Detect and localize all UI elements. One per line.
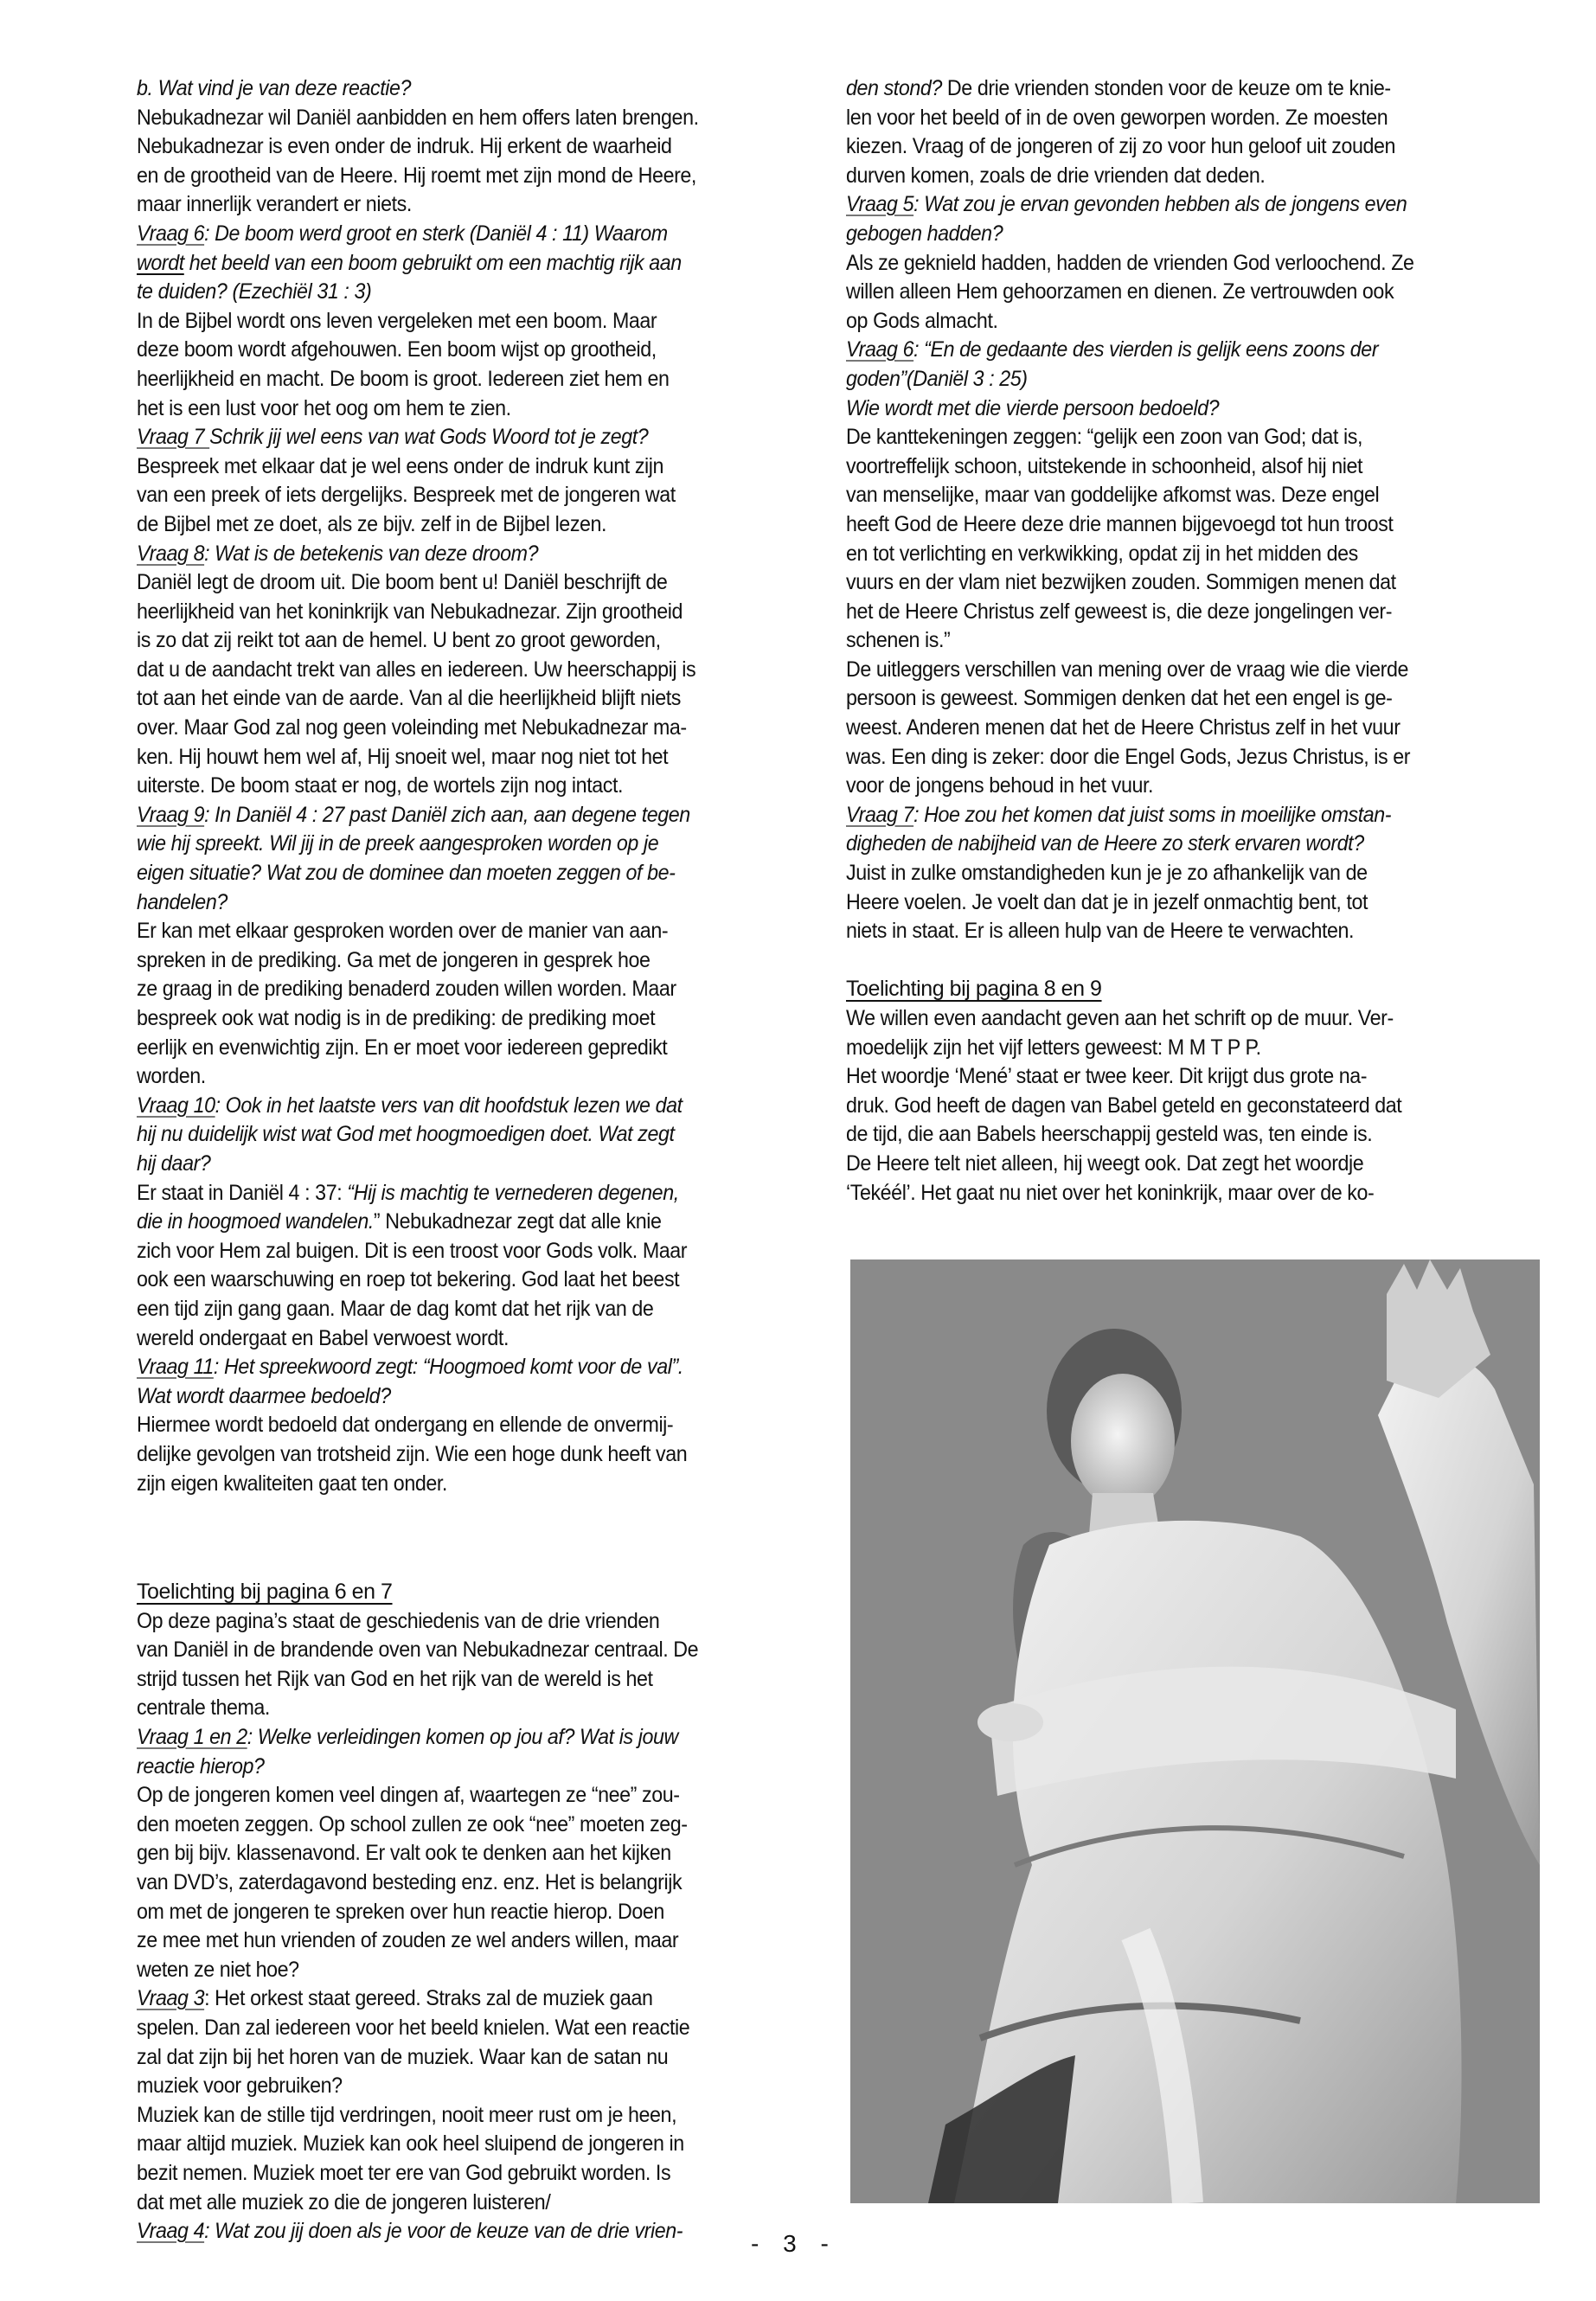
text-line: [137, 1295, 780, 1324]
text-line: [846, 1034, 1490, 1063]
text-run: Er kan met elkaar gesproken worden over de manier van aan-: [137, 919, 669, 944]
text-line: [846, 1062, 1490, 1092]
text-run: die in hoogmoed wandelen.: [137, 1209, 374, 1234]
question-label: Vraag 9: [137, 802, 205, 827]
text-line: [137, 1004, 780, 1034]
text-run: om met de jongeren te spreken over hun reactie hierop. Doen: [137, 1899, 664, 1924]
text-line: [137, 1353, 780, 1382]
section-body-pagina-8-9: [846, 1004, 1538, 1208]
text-run: Nebukadnezar is even onder de indruk. Hij erkent de waarheid: [137, 134, 672, 159]
text-line: [846, 220, 1490, 249]
text-run: : De boom werd groot en sterk (Daniël 4 : 11) Waarom: [204, 221, 668, 246]
text-run: : Het orkest staat gereed. Straks zal de muziek gaan: [204, 1986, 653, 2011]
text-run: De drie vrienden stonden voor de keuze om te knie-: [941, 76, 1391, 100]
text-run: Schrik jij wel eens van wat Gods Woord tot je zegt?: [209, 425, 649, 450]
text-line: [846, 394, 1490, 424]
text-line: [846, 1004, 1490, 1034]
text-line: [846, 307, 1490, 336]
text-run: op Gods almacht.: [846, 308, 998, 333]
text-line: [846, 481, 1490, 510]
text-line: [137, 278, 780, 307]
text-line: [137, 1868, 780, 1898]
text-run: ‘Tekéél’. Het gaat nu niet over het koninkrijk, maar over de ko-: [846, 1180, 1375, 1205]
text-run: worden.: [137, 1064, 206, 1089]
text-line: [137, 2189, 780, 2218]
angel-statue-photo: [850, 1259, 1540, 2203]
text-line: [846, 917, 1490, 946]
text-line: [846, 510, 1490, 540]
text-line: [137, 2043, 780, 2073]
text-run: niets in staat. Er is alleen hulp van de Heere te verwachten.: [846, 919, 1355, 944]
text-line: [846, 772, 1490, 801]
text-run: : In Daniël 4 : 27 past Daniël zich aan, aan degene tegen: [204, 802, 690, 827]
text-run: : Welke verleidingen komen op jou af? Wat is jouw: [247, 1725, 678, 1750]
text-run: uiterste. De boom staat er nog, de wortels zijn nog intact.: [137, 773, 624, 798]
text-run: spreken in de prediking. Ga met de jongeren in gesprek hoe: [137, 947, 651, 972]
text-run: Op deze pagina’s staat de geschiedenis van de drie vrienden: [137, 1608, 660, 1633]
text-line: [137, 598, 780, 627]
text-line: [137, 626, 780, 656]
text-line: [137, 1179, 780, 1208]
text-run: eerlijk en evenwichtig zijn. En er moet voor iedereen gepredikt: [137, 1035, 668, 1060]
text-run: Heere voelen. Je voelt dan dat je in jezelf onmachtig bent, tot: [846, 889, 1368, 914]
right-qa-block: [846, 74, 1538, 946]
question-label: Vraag 8: [137, 541, 205, 566]
text-run: schenen is.”: [846, 628, 951, 653]
text-line: [137, 1120, 780, 1150]
text-line: [137, 684, 780, 714]
text-run: Daniël legt de droom uit. Die boom bent u! Daniël beschrijft de: [137, 570, 668, 595]
text-line: [137, 2130, 780, 2159]
text-line: [137, 1781, 780, 1811]
question-label: Vraag 3: [137, 1986, 205, 2011]
text-line: [137, 1898, 780, 1927]
text-line: [137, 1034, 780, 1063]
text-run: weest. Anderen menen dat het de Heere Christus zelf in het vuur: [846, 715, 1401, 740]
text-run: spelen. Dan zal iedereen voor het beeld knielen. Wat een reactie: [137, 2016, 690, 2040]
text-run: wordt: [137, 250, 184, 275]
text-run: delijke gevolgen van trotsheid zijn. Wie een hoge dunk heeft van: [137, 1441, 688, 1466]
section-heading-pagina-8-9: Toelichting bij pagina 8 en 9: [846, 977, 1102, 1002]
text-line: [137, 830, 780, 859]
section-gap: [137, 1498, 829, 1578]
right-column: [846, 74, 1538, 1208]
text-run: len voor het beeld of in de oven geworpen worden. Ze moesten: [846, 105, 1388, 130]
text-run: den moeten zeggen. Op school zullen ze ook “nee” moeten zeg-: [137, 1811, 688, 1836]
text-run: durven komen, zoals de drie vrienden dat deden.: [846, 163, 1266, 188]
text-line: [846, 423, 1490, 452]
text-run: : “En de gedaante des vierden is gelijk eens zoons der: [913, 337, 1379, 362]
text-run: druk. God heeft de dagen van Babel geteld en geconstateerd dat: [846, 1093, 1402, 1118]
text-run: eigen situatie? Wat zou de dominee dan moeten zeggen of be-: [137, 861, 676, 886]
text-line: [846, 1179, 1490, 1208]
text-line: [137, 365, 780, 394]
text-line: [137, 2072, 780, 2101]
text-line: [137, 190, 780, 220]
text-run: moedelijk zijn het vijf letters geweest: M M T P P.: [846, 1035, 1261, 1060]
text-line: [137, 423, 780, 452]
text-line: [137, 714, 780, 743]
text-run: Wie wordt met die vierde persoon bedoeld?: [846, 395, 1220, 420]
text-line: [846, 568, 1490, 598]
text-line: [846, 278, 1490, 307]
text-line: [846, 859, 1490, 888]
text-run: het is een lust voor het oog om hem te zien.: [137, 395, 511, 420]
text-line: [137, 162, 780, 191]
text-line: [137, 1694, 780, 1723]
text-line: [137, 132, 780, 162]
text-run: : Het spreekwoord zegt: “Hoogmoed komt voor de val”.: [213, 1355, 683, 1380]
text-line: [137, 859, 780, 888]
text-run: goden”(Daniël 3 : 25): [846, 366, 1028, 391]
text-run: digheden de nabijheid van de Heere zo sterk ervaren wordt?: [846, 831, 1364, 856]
text-line: [846, 714, 1490, 743]
question-label: Vraag 11: [137, 1355, 214, 1380]
text-line: [137, 336, 780, 365]
text-run: vuurs en der vlam niet bezwijken zouden. Sommigen menen dat: [846, 570, 1396, 595]
text-run: willen alleen Hem gehoorzamen en dienen. Ze vertrouwden ook: [846, 279, 1394, 304]
text-line: [137, 1150, 780, 1179]
text-run: tot aan het einde van de aarde. Van al die heerlijkheid blijft niets: [137, 686, 682, 711]
text-line: [846, 656, 1490, 685]
text-line: [846, 626, 1490, 656]
text-line: [137, 801, 780, 830]
text-line: [846, 888, 1490, 918]
text-line: [137, 946, 780, 976]
text-run: De uitleggers verschillen van mening over de vraag wie die vierde: [846, 657, 1408, 682]
question-label: Vraag 6: [846, 337, 914, 362]
text-line: [137, 917, 780, 946]
text-line: [846, 74, 1490, 104]
text-run: zich voor Hem zal buigen. Dit is een troost voor Gods volk. Maar: [137, 1238, 688, 1263]
text-line: [137, 2101, 780, 2131]
text-run: strijd tussen het Rijk van God en het rijk van de wereld is het: [137, 1666, 653, 1691]
text-run: Op de jongeren komen veel dingen af, waartegen ze “nee” zou-: [137, 1783, 680, 1808]
text-run: wereld ondergaat en Babel verwoest wordt.: [137, 1325, 510, 1350]
text-line: [137, 394, 780, 424]
text-run: van Daniël in de brandende oven van Nebukadnezar centraal. De: [137, 1638, 699, 1663]
text-line: [137, 1811, 780, 1840]
text-run: centrale thema.: [137, 1695, 270, 1721]
left-qa-block: [137, 74, 829, 1498]
text-run: Er staat in Daniël 4 : 37:: [137, 1180, 348, 1205]
text-run: voor de jongens behoud in het vuur.: [846, 773, 1154, 798]
text-line: [137, 1926, 780, 1956]
text-run: muziek voor gebruiken?: [137, 2073, 343, 2099]
text-line: [137, 1266, 780, 1295]
text-line: [137, 249, 780, 279]
text-run: : Ook in het laatste vers van dit hoofdstuk lezen we dat: [215, 1093, 683, 1118]
text-line: [846, 743, 1490, 772]
text-run: de Bijbel met ze doet, als ze bijv. zelf in de Bijbel lezen.: [137, 511, 607, 536]
text-line: [137, 2159, 780, 2189]
text-line: [137, 656, 780, 685]
text-run: maar altijd muziek. Muziek kan ook heel sluipend de jongeren in: [137, 2131, 684, 2157]
text-run: wie hij spreekt. Wil jij in de preek aangesproken worden op je: [137, 831, 659, 856]
text-run: : Wat zou jij doen als je voor de keuze van de drie vrien-: [204, 2219, 683, 2244]
text-run: Het woordje ‘Mené’ staat er twee keer. Dit krijgt dus grote na-: [846, 1064, 1368, 1089]
text-line: [137, 743, 780, 772]
text-run: bezit nemen. Muziek moet ter ere van God gebruikt worden. Is: [137, 2160, 671, 2185]
text-run: heeft God de Heere deze drie mannen bijgevoegd tot hun troost: [846, 511, 1394, 536]
text-line: [846, 365, 1490, 394]
text-line: [137, 1607, 780, 1637]
text-run: “Hij is machtig te vernederen degenen,: [347, 1180, 679, 1205]
text-run: van een preek of iets dergelijks. Bespreek met de jongeren wat: [137, 483, 676, 508]
text-run: De Heere telt niet alleen, hij weegt ook. Dat zegt het woordje: [846, 1150, 1364, 1176]
text-line: [846, 452, 1490, 482]
question-label: Vraag 1 en 2: [137, 1725, 247, 1750]
section-gap: [846, 946, 1538, 976]
question-label: Vraag 7: [137, 425, 210, 450]
text-run: den stond?: [846, 76, 942, 100]
text-run: handelen?: [137, 889, 228, 914]
text-line: [846, 1150, 1490, 1179]
text-line: [137, 888, 780, 918]
text-run: het beeld van een boom gebruikt om een machtig rijk aan: [183, 250, 682, 275]
text-line: [137, 1208, 780, 1237]
text-run: : Hoe zou het komen dat juist soms in moeilijke omstan-: [913, 802, 1392, 827]
text-run: ook een waarschuwing en roep tot bekering. God laat het beest: [137, 1267, 680, 1292]
text-run: Nebukadnezar wil Daniël aanbidden en hem offers laten brengen.: [137, 105, 699, 130]
text-line: [846, 801, 1490, 830]
text-run: bespreek ook wat nodig is in de prediking: de prediking moet: [137, 1006, 656, 1030]
text-run: De kanttekeningen zeggen: “gelijk een zoon van God; dat is,: [846, 425, 1363, 450]
text-line: [137, 481, 780, 510]
text-run: weten ze niet hoe?: [137, 1957, 299, 1982]
section-heading-pagina-6-7: Toelichting bij pagina 6 en 7: [137, 1580, 393, 1605]
text-line: [137, 2014, 780, 2043]
text-line: [137, 452, 780, 482]
text-run: te duiden? (Ezechiël 31 : 3): [137, 279, 372, 304]
text-line: [137, 104, 780, 133]
text-run: zal dat zijn bij het horen van de muziek. Waar kan de satan nu: [137, 2044, 669, 2069]
text-line: [137, 510, 780, 540]
text-run: en de grootheid van de Heere. Hij roemt met zijn mond de Heere,: [137, 163, 696, 188]
text-run: : Wat is de betekenis van deze droom?: [204, 541, 539, 566]
statue-illustration-icon: [850, 1259, 1540, 2203]
text-line: [137, 1665, 780, 1695]
left-column: [137, 74, 829, 2247]
text-run: ” Nebukadnezar zegt dat alle knie: [373, 1209, 662, 1234]
text-line: [846, 1120, 1490, 1150]
text-run: b. Wat vind je van deze reactie?: [137, 76, 412, 100]
text-run: het de Heere Christus zelf geweest is, die deze jongelingen ver-: [846, 599, 1393, 624]
text-run: hij daar?: [137, 1150, 211, 1176]
text-run: kiezen. Vraag of de jongeren of zij zo voor hun geloof uit zouden: [846, 134, 1396, 159]
text-run: is zo dat zij reikt tot aan de hemel. U bent zo groot geworden,: [137, 628, 661, 653]
question-label: Vraag 6: [137, 221, 205, 246]
text-line: [137, 975, 780, 1004]
text-line: [137, 1723, 780, 1753]
text-line: [137, 1753, 780, 1782]
text-line: [137, 1440, 780, 1470]
question-label: Vraag 7: [846, 802, 914, 827]
text-line: [846, 249, 1490, 279]
page-number: - 3 -: [751, 2230, 837, 2257]
text-line: [137, 307, 780, 336]
text-line: [846, 684, 1490, 714]
text-line: [846, 336, 1490, 365]
text-run: reactie hierop?: [137, 1753, 265, 1779]
text-run: en tot verlichting en verkwikking, opdat zij in het midden des: [846, 541, 1358, 566]
text-line: [846, 598, 1490, 627]
text-run: persoon is geweest. Sommigen denken dat het een engel is ge-: [846, 686, 1393, 711]
text-run: hij nu duidelijk wist wat God met hoogmoedigen doet. Wat zegt: [137, 1122, 675, 1147]
text-run: ze mee met hun vrienden of zouden ze wel anders willen, maar: [137, 1928, 679, 1953]
text-run: gebogen hadden?: [846, 221, 1003, 246]
text-line: [137, 1636, 780, 1665]
text-run: heerlijkheid van het koninkrijk van Nebukadnezar. Zijn grootheid: [137, 599, 683, 624]
text-run: In de Bijbel wordt ons leven vergeleken met een boom. Maar: [137, 308, 657, 333]
text-run: Wat wordt daarmee bedoeld?: [137, 1383, 391, 1408]
text-line: [137, 74, 780, 104]
section-body-pagina-6-7: [137, 1607, 829, 2247]
text-line: [137, 1382, 780, 1412]
text-run: : Wat zou je ervan gevonden hebben als de jongens even: [913, 192, 1407, 217]
text-line: [846, 1092, 1490, 1121]
text-run: over. Maar God zal nog geen voleinding met Nebukadnezar ma-: [137, 715, 687, 740]
text-run: ken. Hij houwt hem wel af, Hij snoeit wel, maar nog niet tot het: [137, 744, 669, 769]
text-line: [137, 1411, 780, 1440]
text-line: [846, 132, 1490, 162]
text-run: voortreffelijk schoon, uitstekende in schoonheid, alsof hij niet: [846, 453, 1363, 478]
question-label: Vraag 4: [137, 2219, 205, 2244]
text-line: [846, 162, 1490, 191]
text-run: gen bij bijv. klassenavond. Er valt ook te denken aan het kijken: [137, 1841, 671, 1866]
text-run: van menselijke, maar van goddelijke afkomst was. Deze engel: [846, 483, 1380, 508]
text-line: [137, 220, 780, 249]
text-run: Hiermee wordt bedoeld dat ondergang en ellende de onvermij-: [137, 1413, 674, 1438]
text-run: dat u de aandacht trekt van alles en iedereen. Uw heerschappij is: [137, 657, 696, 682]
text-line: [137, 1237, 780, 1266]
text-line: [846, 830, 1490, 859]
text-run: Juist in zulke omstandigheden kun je je zo afhankelijk van de: [846, 861, 1368, 886]
text-run: Muziek kan de stille tijd verdringen, nooit meer rust om je heen,: [137, 2102, 677, 2127]
text-line: [137, 2217, 780, 2247]
text-run: was. Een ding is zeker: door die Engel Gods, Jezus Christus, is er: [846, 744, 1411, 769]
text-line: [137, 1062, 780, 1092]
text-run: heerlijkheid en macht. De boom is groot. Iedereen ziet hem en: [137, 366, 670, 391]
text-line: [137, 1324, 780, 1354]
text-run: deze boom wordt afgehouwen. Een boom wijst op grootheid,: [137, 337, 657, 362]
text-line: [137, 568, 780, 598]
text-run: een tijd zijn gang gaan. Maar de dag komt dat het rijk van de: [137, 1296, 654, 1321]
text-run: van DVD’s, zaterdagavond besteding enz. enz. Het is belangrijk: [137, 1870, 683, 1895]
text-line: [137, 1956, 780, 1985]
text-run: ze graag in de prediking benaderd zouden willen worden. Maar: [137, 977, 676, 1002]
text-line: [137, 1984, 780, 2014]
text-line: [137, 1092, 780, 1121]
text-line: [137, 540, 780, 569]
text-line: [846, 540, 1490, 569]
text-line: [137, 1470, 780, 1499]
text-line: [846, 190, 1490, 220]
text-run: zijn eigen kwaliteiten gaat ten onder.: [137, 1471, 447, 1496]
text-run: maar innerlijk verandert er niets.: [137, 192, 412, 217]
text-run: dat met alle muziek zo die de jongeren luisteren/: [137, 2189, 551, 2214]
text-line: [137, 772, 780, 801]
text-run: Bespreek met elkaar dat je wel eens onder de indruk kunt zijn: [137, 453, 664, 478]
text-line: [137, 1839, 780, 1868]
text-run: Als ze geknield hadden, hadden de vrienden God verloochend. Ze: [846, 250, 1414, 275]
text-run: de tijd, die aan Babels heerschappij gesteld was, ten einde is.: [846, 1122, 1373, 1147]
text-line: [846, 104, 1490, 133]
text-run: We willen even aandacht geven aan het schrift op de muur. Ver-: [846, 1006, 1394, 1030]
question-label: Vraag 10: [137, 1093, 215, 1118]
question-label: Vraag 5: [846, 192, 914, 217]
